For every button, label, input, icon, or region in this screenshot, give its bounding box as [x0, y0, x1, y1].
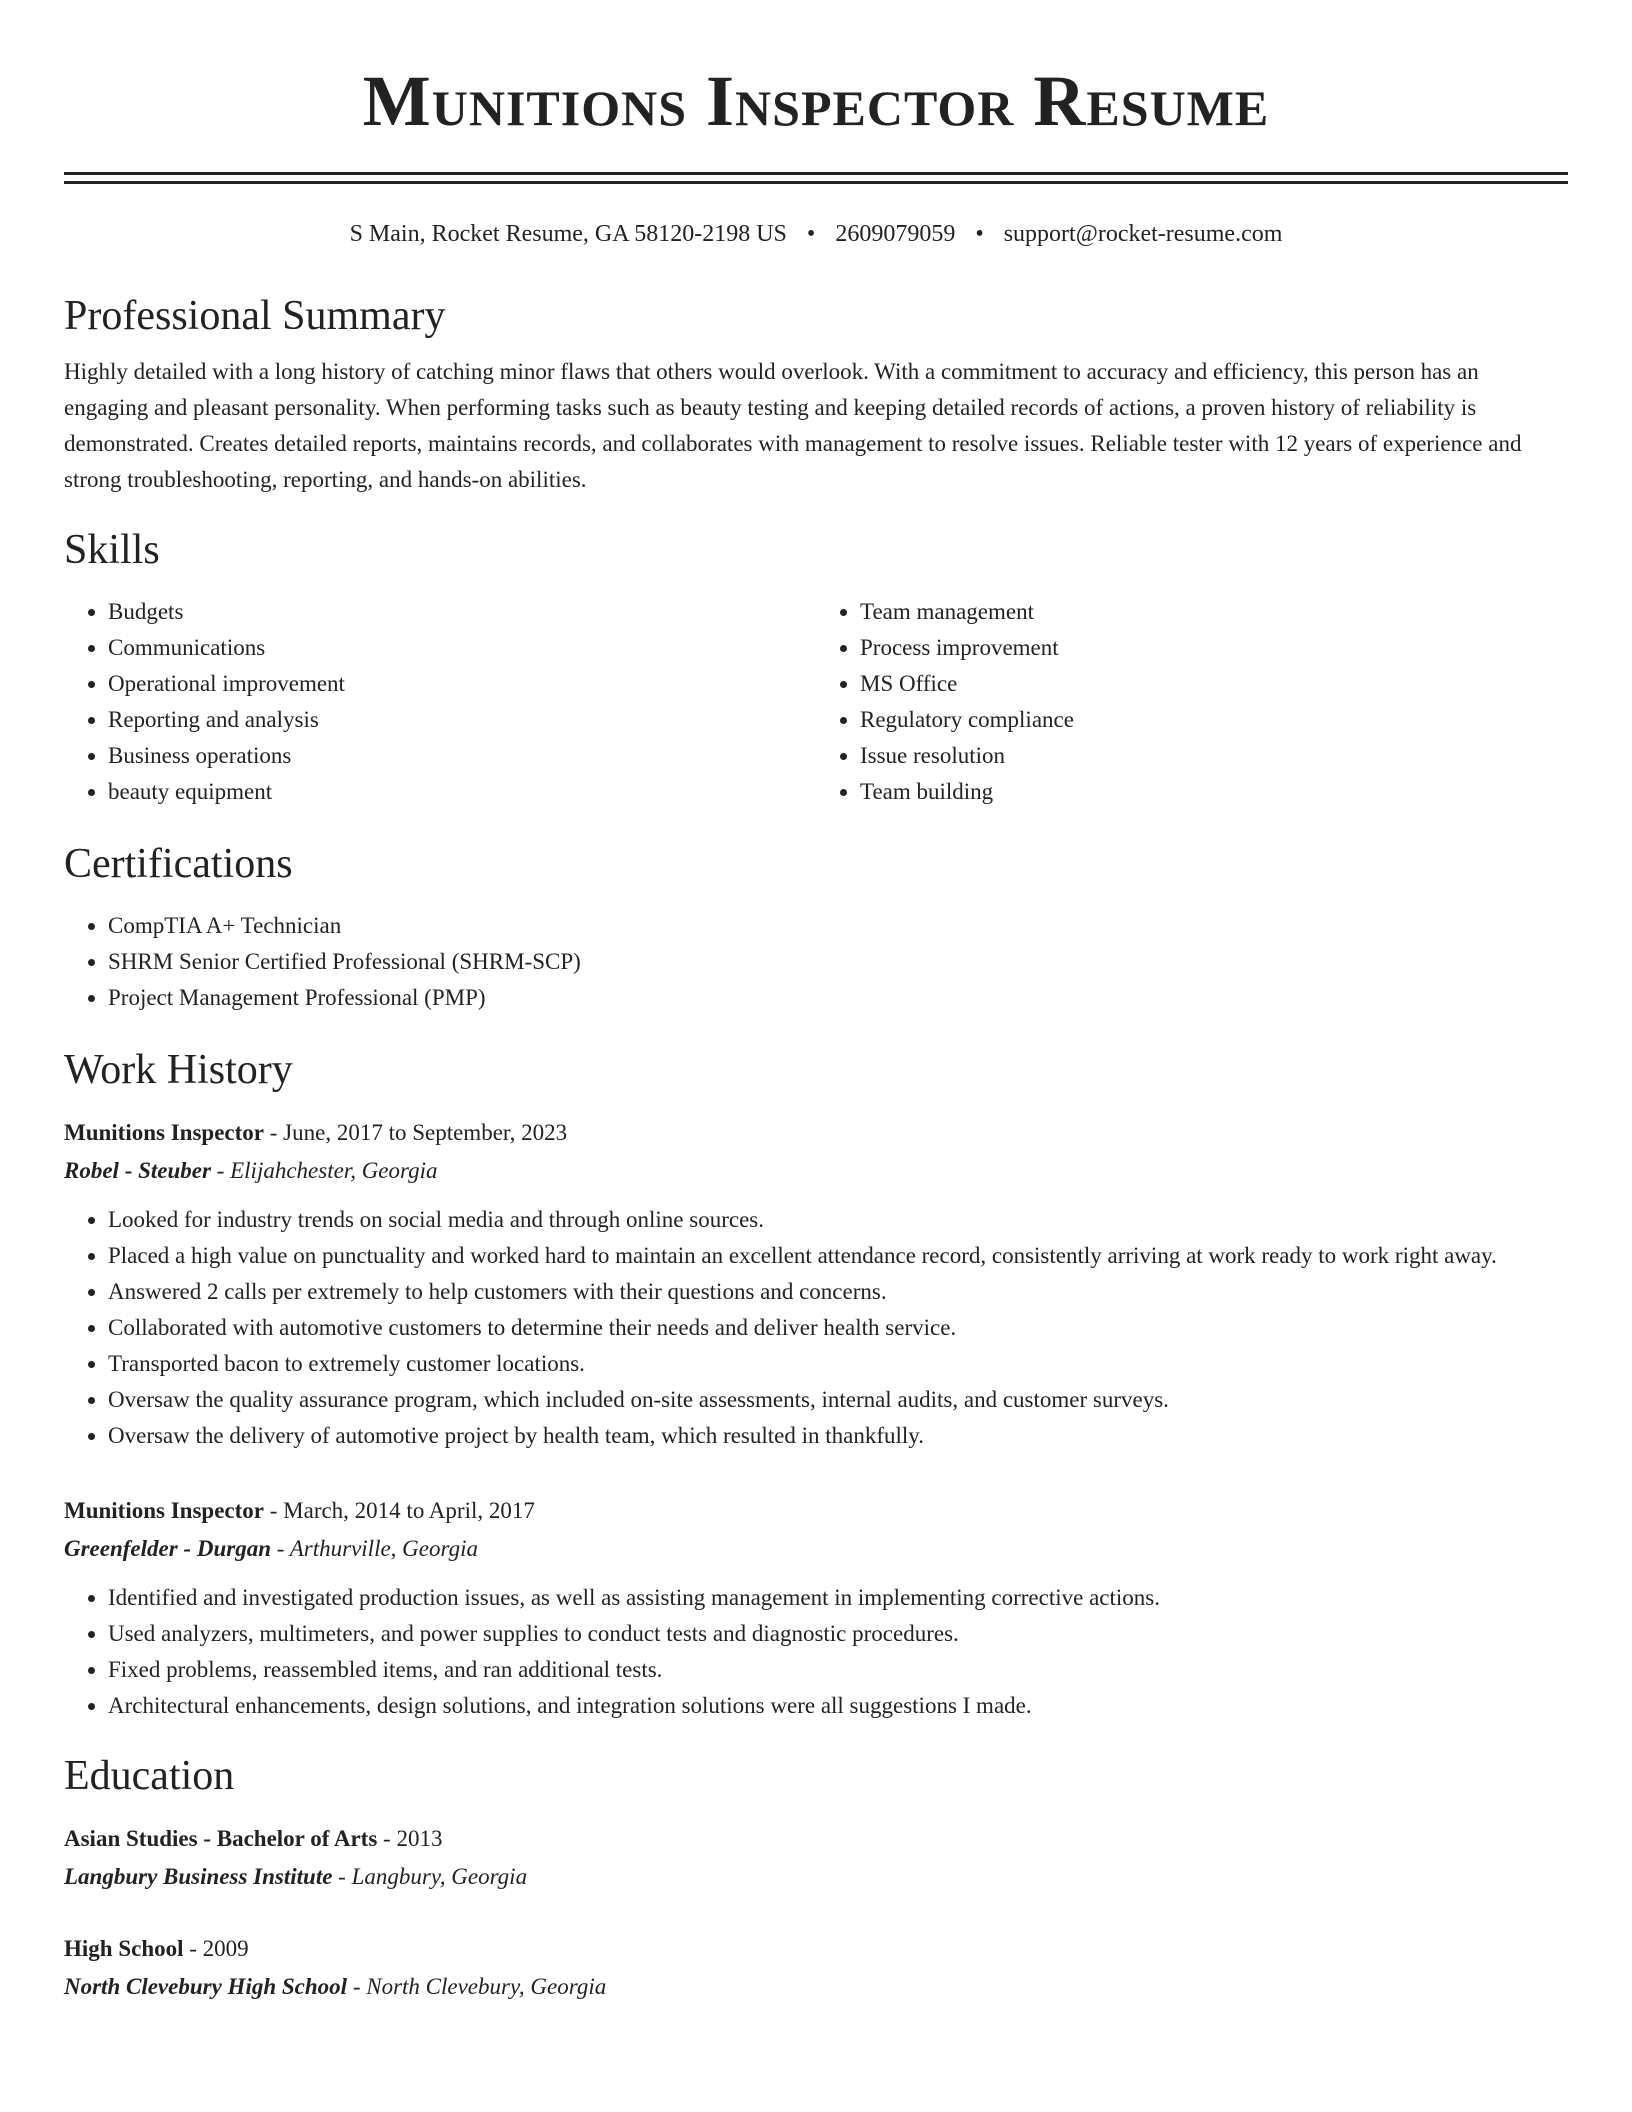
work-history-heading: Work History — [64, 1047, 293, 1093]
job-entry — [64, 1114, 1568, 1454]
job-dates: - June, 2017 to September, 2023 — [264, 1120, 568, 1145]
job-bullet: • Collaborated with automotive customers to determine their needs and deliver health service. — [108, 1310, 1568, 1346]
certification-item: • CompTIA A+ Technician — [108, 908, 1568, 944]
education-school: North Clevebury High School — [64, 1974, 348, 1999]
job-bullet: • Transported bacon to extremely customer locations. — [108, 1346, 1568, 1382]
contact-line — [64, 218, 1568, 250]
skill-item: • Communications — [108, 630, 816, 666]
skills-columns — [64, 594, 1568, 810]
summary-text: Highly detailed with a long history of catching minor flaws that others would overlook. With a commitment to accuracy and efficiency, this person has an engaging and pleasant personality. When performing tasks such as beauty testing and keeping detailed records of actions, a proven history of reliability is demonstrated. Creates detailed reports, maintains records, and collaborates with management to resolve issues. Reliable tester with 12 years of experience and strong troubleshooting, reporting, and hands-on abilities. — [64, 359, 1522, 492]
education-school: Langbury Business Institute — [64, 1864, 333, 1889]
job-location: - Arthurville, Georgia — [271, 1536, 478, 1561]
resume-title: Munitions Inspector Resume — [362, 61, 1270, 141]
education-degree: Asian Studies - Bachelor of Arts — [64, 1826, 378, 1851]
job-location: - Elijahchester, Georgia — [210, 1158, 438, 1183]
education-degree: High School — [64, 1936, 184, 1961]
job-dates: - March, 2014 to April, 2017 — [264, 1498, 535, 1523]
skill-item: • Regulatory compliance — [860, 702, 1568, 738]
contact-phone: 2609079059 — [835, 221, 956, 247]
job-bullet: • Fixed problems, reassembled items, and ran additional tests. — [108, 1652, 1568, 1688]
job-company-line — [64, 1152, 1568, 1190]
job-bullet: • Identified and investigated production issues, as well as assisting management in implementing corrective actions. — [108, 1580, 1568, 1616]
skills-heading: Skills — [64, 527, 160, 573]
job-title-line — [64, 1492, 1568, 1530]
job-company: Greenfelder - Durgan — [64, 1536, 271, 1561]
certification-item: • Project Management Professional (PMP) — [108, 980, 1568, 1016]
job-bullet: • Oversaw the delivery of automotive project by health team, which resulted in thankfully. — [108, 1418, 1568, 1454]
skills-list-right — [816, 594, 1568, 810]
contact-email: support@rocket-resume.com — [1003, 221, 1283, 247]
education-school-line — [64, 1858, 1568, 1896]
certifications-heading: Certifications — [64, 841, 293, 887]
job-bullet: • Used analyzers, multimeters, and power supplies to conduct tests and diagnostic procedures. — [108, 1616, 1568, 1652]
job-bullet: • Oversaw the quality assurance program, which included on-site assessments, internal audits, and customer surveys. — [108, 1382, 1568, 1418]
skill-item: • Operational improvement — [108, 666, 816, 702]
education-heading: Education — [64, 1753, 235, 1799]
skill-item: • Issue resolution — [860, 738, 1568, 774]
contact-separator: • — [806, 221, 816, 247]
skill-item: • Reporting and analysis — [108, 702, 816, 738]
education-school-line — [64, 1968, 1568, 2006]
job-bullet: • Answered 2 calls per extremely to help customers with their questions and concerns. — [108, 1274, 1568, 1310]
education-year: - 2013 — [377, 1826, 443, 1851]
education-degree-line — [64, 1820, 1568, 1858]
contact-address: S Main, Rocket Resume, GA 58120-2198 US — [349, 221, 787, 247]
education-entry — [64, 1820, 1568, 1896]
skill-item: • MS Office — [860, 666, 1568, 702]
education-location: - Langbury, Georgia — [332, 1864, 528, 1889]
education-degree-line — [64, 1930, 1568, 1968]
skill-item: • beauty equipment — [108, 774, 816, 810]
job-bullets — [64, 1202, 1568, 1454]
contact-separator: • — [975, 221, 984, 247]
certifications-list — [64, 908, 1568, 1016]
education-location: - North Clevebury, Georgia — [347, 1974, 607, 1999]
job-bullet: • Architectural enhancements, design solutions, and integration solutions were all suggestions I made. — [108, 1688, 1568, 1724]
skill-item: • Budgets — [108, 594, 816, 630]
job-title-line — [64, 1114, 1568, 1152]
education-year: - 2009 — [183, 1936, 249, 1961]
summary-heading: Professional Summary — [64, 293, 446, 339]
job-company: Robel - Steuber — [64, 1158, 211, 1183]
education-entry — [64, 1930, 1568, 2006]
skill-item: • Process improvement — [860, 630, 1568, 666]
skills-list-left — [64, 594, 816, 810]
skill-item: • Business operations — [108, 738, 816, 774]
job-entry — [64, 1492, 1568, 1724]
job-bullet: • Placed a high value on punctuality and worked hard to maintain an excellent attendance record, consistently arriving at work ready to work right away. — [108, 1238, 1568, 1274]
job-title: Munitions Inspector — [64, 1498, 264, 1523]
skill-item: • Team management — [860, 594, 1568, 630]
skill-item: • Team building — [860, 774, 1568, 810]
certification-item: • SHRM Senior Certified Professional (SHRM-SCP) — [108, 944, 1568, 980]
job-bullet: • Looked for industry trends on social media and through online sources. — [108, 1202, 1568, 1238]
job-company-line — [64, 1530, 1568, 1568]
job-bullets — [64, 1580, 1568, 1724]
job-title: Munitions Inspector — [64, 1120, 264, 1145]
title-double-rule — [64, 172, 1568, 184]
